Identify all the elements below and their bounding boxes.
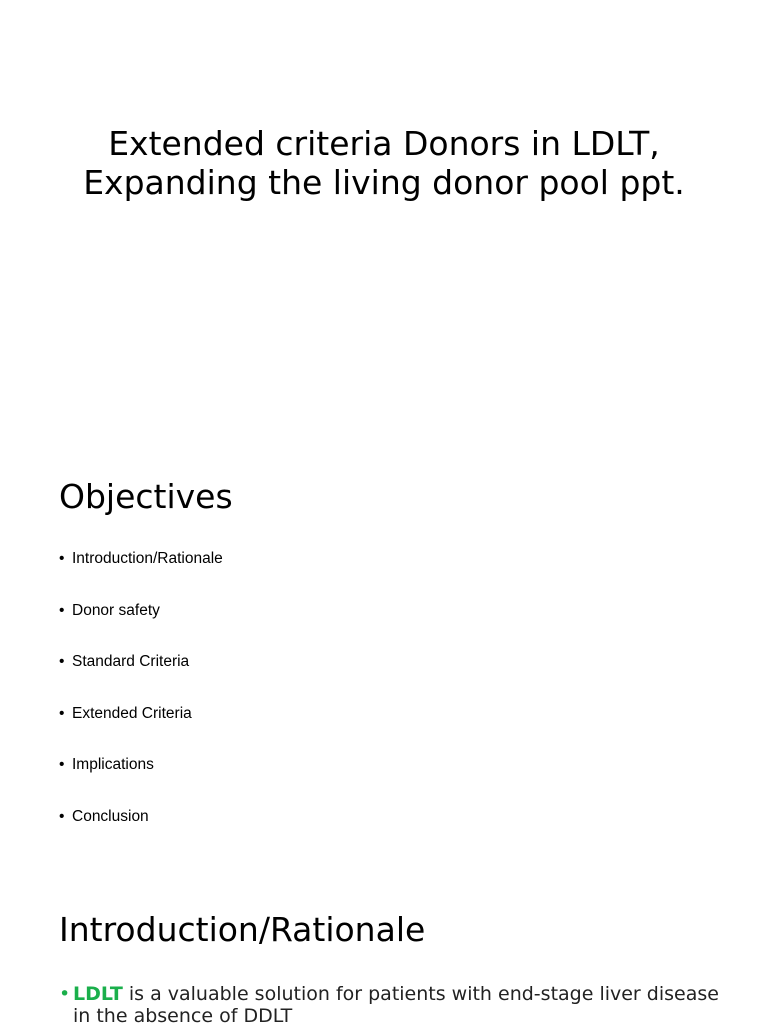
bullet-icon: • [59, 983, 71, 1005]
bullet-icon: • [59, 704, 65, 722]
list-item [59, 598, 223, 650]
list-item [59, 804, 223, 856]
list-item [59, 546, 223, 598]
bullet-icon: • [59, 807, 65, 825]
intro-heading: Introduction/Rationale [59, 910, 426, 949]
list-item-text: Donor safety [72, 601, 160, 619]
bullet-icon: • [59, 653, 65, 671]
ldlt-highlight: LDLT [73, 983, 123, 1005]
list-item [59, 701, 223, 753]
list-item-text: Introduction/Rationale [72, 550, 223, 567]
bullet-icon: • [59, 756, 65, 774]
bullet-icon: • [59, 550, 65, 567]
list-item [59, 752, 223, 804]
list-item-text: Standard Criteria [72, 653, 190, 671]
intro-bullet [59, 983, 719, 1027]
objectives-heading: Objectives [59, 477, 233, 516]
slide-title-line-1: Extended criteria Donors in LDLT, [108, 124, 660, 163]
bullet-icon: • [59, 601, 65, 619]
slide-title [0, 124, 768, 202]
list-item-text: Implications [72, 756, 154, 774]
list-item-text: Conclusion [72, 807, 149, 825]
intro-bullet-text [73, 983, 719, 1027]
intro-bullet-body: is a valuable solution for patients with end-stage liver disease in the absence of DDLT [73, 983, 719, 1027]
list-item-text: Extended Criteria [72, 704, 192, 722]
list-item [59, 649, 223, 701]
objectives-list [59, 546, 223, 856]
slide-title-line-2: Expanding the living donor pool ppt. [83, 163, 685, 202]
